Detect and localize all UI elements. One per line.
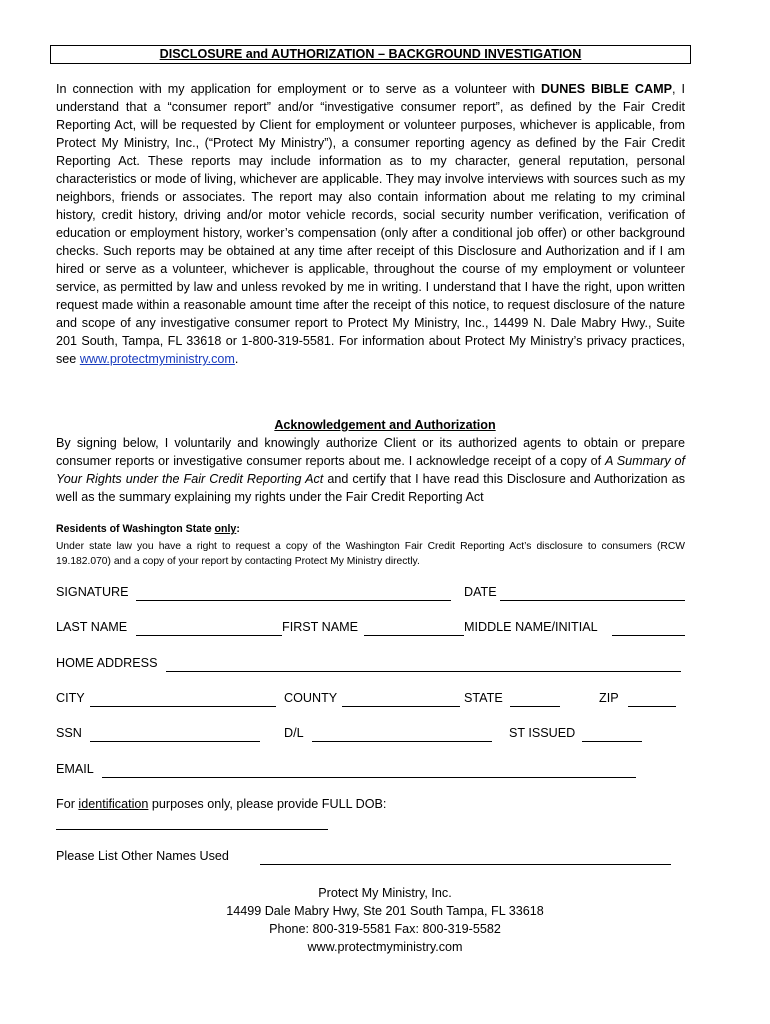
signature-row	[56, 585, 685, 603]
zip-label: ZIP	[599, 691, 619, 705]
id-row	[56, 726, 685, 744]
email-label: EMAIL	[56, 762, 94, 776]
washington-heading: Residents of Washington State only:	[56, 523, 240, 535]
date-label: DATE	[464, 585, 497, 599]
disclosure-paragraph	[56, 80, 685, 368]
ack-text-2: and certify that I have read this Disclosure and Authorization as well as the summary explaining my rights under the Fair Credit Reporting Act	[56, 472, 685, 504]
washington-notice: Under state law you have a right to request a copy of the Washington Fair Credit Reporting Act’s disclosure to consumers (RCW 19.182.070) and a copy of your report by contacting Protect My Ministry directly.	[56, 541, 685, 567]
dob-line[interactable]	[56, 829, 328, 830]
dob-label: For identification purposes only, please provide FULL DOB:	[56, 797, 387, 811]
signature-line[interactable]	[136, 600, 451, 601]
email-line[interactable]	[102, 777, 636, 778]
address-row	[56, 656, 685, 674]
county-line[interactable]	[342, 706, 460, 707]
ack-text-1: By signing below, I voluntarily and knowingly authorize Client or its authorized agents to obtain or prepare consumer reports or investigative consumer reports about me. I acknowledge receipt of a copy of	[56, 436, 685, 468]
intro-text-3: .	[234, 352, 239, 366]
state-line[interactable]	[510, 706, 560, 707]
location-row	[56, 691, 685, 709]
st-issued-line[interactable]	[582, 741, 642, 742]
ssn-label: SSN	[56, 726, 82, 740]
last-name-line[interactable]	[136, 635, 282, 636]
middle-name-label: MIDDLE NAME/INITIAL	[464, 620, 598, 634]
intro-text-1: In connection with my application for employment or to serve as a volunteer with	[56, 82, 542, 96]
first-name-line[interactable]	[364, 635, 464, 636]
county-label: COUNTY	[284, 691, 338, 705]
other-names-row	[56, 849, 685, 867]
document-title: DISCLOSURE and AUTHORIZATION – BACKGROUND INVESTIGATION	[50, 45, 691, 64]
organization-name: DUNES BIBLE CAMP	[541, 82, 672, 96]
signature-label: SIGNATURE	[56, 585, 129, 599]
zip-line[interactable]	[628, 706, 676, 707]
footer	[0, 884, 770, 956]
acknowledgement-heading: Acknowledgement and Authorization	[274, 418, 496, 432]
acknowledgement-paragraph	[56, 434, 685, 506]
footer-website: www.protectmyministry.com	[307, 940, 463, 954]
website-link[interactable]: www.protectmyministry.com	[79, 352, 235, 366]
footer-address: 14499 Dale Mabry Hwy, Ste 201 South Tampa, FL 33618	[226, 904, 544, 918]
footer-phone: Phone: 800-319-5581 Fax: 800-319-5582	[269, 922, 501, 936]
date-line[interactable]	[500, 600, 685, 601]
other-names-label: Please List Other Names Used	[56, 849, 229, 863]
name-row	[56, 620, 685, 638]
footer-company: Protect My Ministry, Inc.	[318, 886, 452, 900]
first-name-label: FIRST NAME	[282, 620, 359, 634]
dob-row	[56, 797, 685, 815]
middle-name-line[interactable]	[612, 635, 685, 636]
city-line[interactable]	[90, 706, 276, 707]
other-names-line[interactable]	[260, 864, 671, 865]
state-label: STATE	[464, 691, 503, 705]
dl-line[interactable]	[312, 741, 492, 742]
ssn-line[interactable]	[90, 741, 260, 742]
st-issued-label: ST ISSUED	[509, 726, 576, 740]
home-address-label: HOME ADDRESS	[56, 656, 158, 670]
email-row	[56, 762, 685, 780]
intro-text-2: , I understand that a “consumer report” and/or “investigative consumer report”, as defined by the Fair Credit Reporting Act, will be requested by Client for employment or volunteer purposes, whichever is applicable, from Protect My Ministry, Inc., (“Protect My Ministry”), a consumer reporting agency as defined by the Fair Credit Reporting Act. These reports may include information as to my character, general reputation, personal characteristics or mode of living, whichever are applicable. They may involve interviews with sources such as my neighbors, friends or associates. The report may also contain information about me relating to my criminal history, credit history, driving and/or motor vehicle records, social security number verification, verification of education or employment history, worker’s compensation (only after a conditional job offer) or other background checks. Such reports may be obtained at any time after receipt of this Disclosure and Authorization and if I am hired or serve as a volunteer, whichever is applicable, throughout the course of my employment or volunteer service, as permitted by law and unless revoked by me in writing. I understand that I have the right, upon written request made within a reasonable amount time after the receipt of this notice, to request disclosure of the nature and scope of any investigative consumer report to Protect My Ministry, Inc., 14499 N. Dale Mabry Hwy., Suite 201 South, Tampa, FL 33618 or 1-800-319-5581. For information about Protect My Ministry’s privacy practices, see	[56, 82, 685, 366]
rights-summary-title: A Summary of Your Rights under the Fair Credit Reporting Act	[56, 454, 685, 486]
home-address-line[interactable]	[166, 671, 681, 672]
dl-label: D/L	[284, 726, 304, 740]
last-name-label: LAST NAME	[56, 620, 128, 634]
city-label: CITY	[56, 691, 85, 705]
